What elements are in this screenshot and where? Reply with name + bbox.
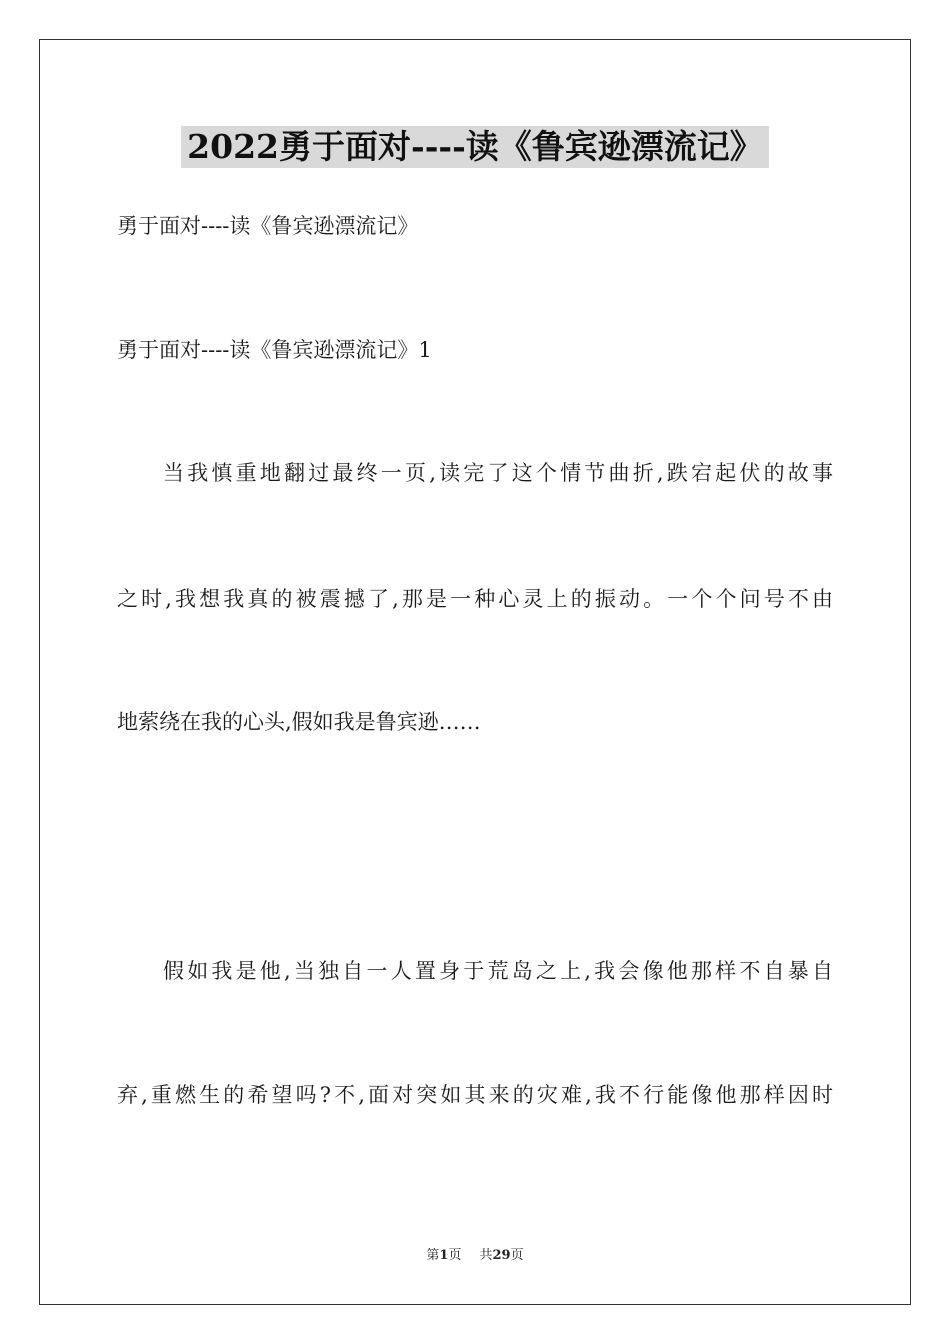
footer-total-suffix: 页 [510, 1248, 524, 1263]
paragraph-2-line-2: 弃,重燃生的希望吗?不,面对突如其来的灾难,我不行能像他那样因时 [117, 1083, 833, 1107]
footer-page-number: 1 [439, 1248, 449, 1263]
page-footer [0, 1247, 950, 1265]
footer-total-prefix: 共 [479, 1248, 493, 1263]
paragraph-1-line-2: 之时,我想我真的被震撼了,那是一种心灵上的振动。一个个问号不由 [117, 587, 833, 611]
document-subtitle: 勇于面对----读《鲁宾逊漂流记》 [117, 214, 419, 238]
section-heading: 勇于面对----读《鲁宾逊漂流记》1 [117, 338, 432, 362]
paragraph-1-line-1: 当我慎重地翻过最终一页,读完了这个情节曲折,跌宕起伏的故事 [163, 461, 833, 485]
paragraph-1-line-3: 地萦绕在我的心头,假如我是鲁宾逊…… [117, 710, 481, 734]
footer-page-suffix: 页 [448, 1248, 462, 1263]
document-title-row [0, 126, 950, 168]
footer-total-pages: 29 [492, 1248, 511, 1263]
paragraph-2-line-1: 假如我是他,当独自一人置身于荒岛之上,我会像他那样不自暴自 [163, 959, 833, 983]
document-title: 2022勇于面对----读《鲁宾逊漂流记》 [181, 126, 769, 168]
footer-page-prefix: 第 [426, 1248, 440, 1263]
